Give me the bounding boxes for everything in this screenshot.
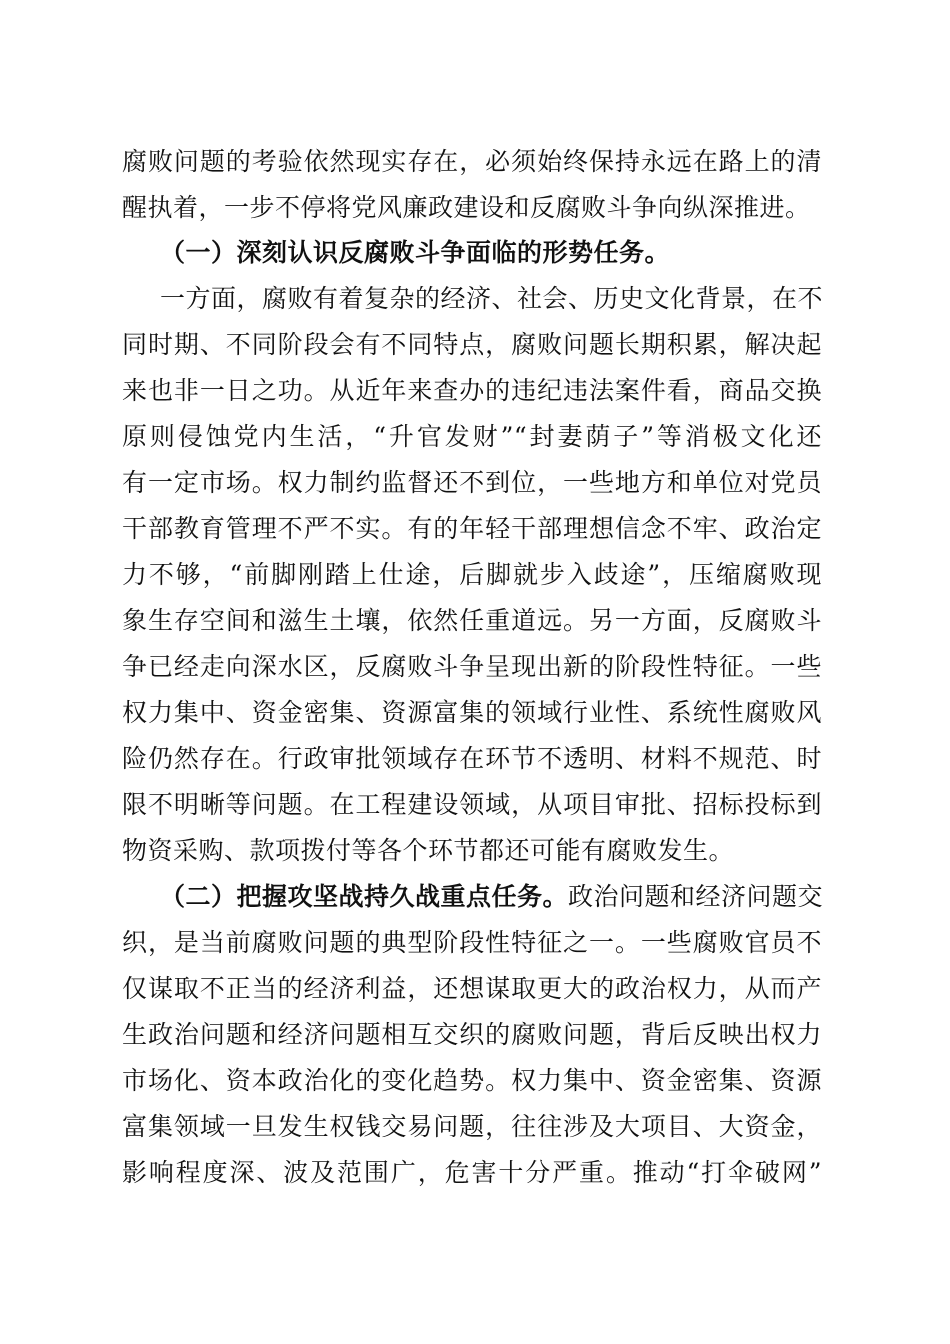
para1-line-2: 同时期、不同阶段会有不同特点，腐败问题长期积累，解决起 bbox=[122, 330, 822, 359]
para2-line-2: 织，是当前腐败问题的典型阶段性特征之一。一些腐败官员不 bbox=[122, 928, 822, 957]
intro-line-2: 醒执着，一步不停将党风廉政建设和反腐败斗争向纵深推进。 bbox=[122, 193, 811, 222]
para1-line-11: 险仍然存在。行政审批领域存在环节不透明、材料不规范、时 bbox=[122, 744, 822, 773]
para2-line-1-rest: 政治问题和经济问题交 bbox=[568, 882, 824, 911]
para2-line-4: 生政治问题和经济问题相互交织的腐败问题，背后反映出权力 bbox=[122, 1020, 822, 1049]
intro-line-1: 腐败问题的考验依然现实存在，必须始终保持永远在路上的清 bbox=[122, 147, 822, 176]
para1-line-12: 限不明晰等问题。在工程建设领域，从项目审批、招标投标到 bbox=[122, 790, 822, 819]
para1-line-1: 一方面，腐败有着复杂的经济、社会、历史文化背景，在不 bbox=[160, 284, 824, 313]
para1-line-8: 象生存空间和滋生土壤，依然任重道远。另一方面，反腐败斗 bbox=[122, 606, 822, 635]
para1-line-5: 有一定市场。权力制约监督还不到位，一些地方和单位对党员 bbox=[122, 468, 822, 497]
para1-line-7: 力不够，“前脚刚踏上仕途，后脚就步入歧途”，压缩腐败现 bbox=[122, 560, 822, 589]
section-heading-1: （一）深刻认识反腐败斗争面临的形势任务。 bbox=[160, 238, 671, 267]
section-heading-2: （二）把握攻坚战持久战重点任务。 bbox=[160, 882, 569, 911]
para1-line-10: 权力集中、资金密集、资源富集的领域行业性、系统性腐败风 bbox=[122, 698, 822, 727]
para2-line-5: 市场化、资本政治化的变化趋势。权力集中、资金密集、资源 bbox=[122, 1066, 822, 1095]
para2-line-7: 影响程度深、波及范围广，危害十分严重。推动“打伞破网” bbox=[122, 1158, 822, 1187]
para2-line-3: 仅谋取不正当的经济利益，还想谋取更大的政治权力，从而产 bbox=[122, 974, 822, 1003]
para1-line-9: 争已经走向深水区，反腐败斗争呈现出新的阶段性特征。一些 bbox=[122, 652, 822, 681]
para2-line-1 bbox=[160, 875, 822, 919]
para1-line-13: 物资采购、款项拨付等各个环节都还可能有腐败发生。 bbox=[122, 836, 735, 865]
para1-line-4: 原则侵蚀党内生活，“升官发财”“封妻荫子”等消极文化还 bbox=[122, 422, 822, 451]
para1-line-6: 干部教育管理不严不实。有的年轻干部理想信念不牢、政治定 bbox=[122, 514, 822, 543]
para2-line-6: 富集领域一旦发生权钱交易问题，往往涉及大项目、大资金， bbox=[122, 1112, 822, 1141]
para1-line-3: 来也非一日之功。从近年来查办的违纪违法案件看，商品交换 bbox=[122, 376, 822, 405]
